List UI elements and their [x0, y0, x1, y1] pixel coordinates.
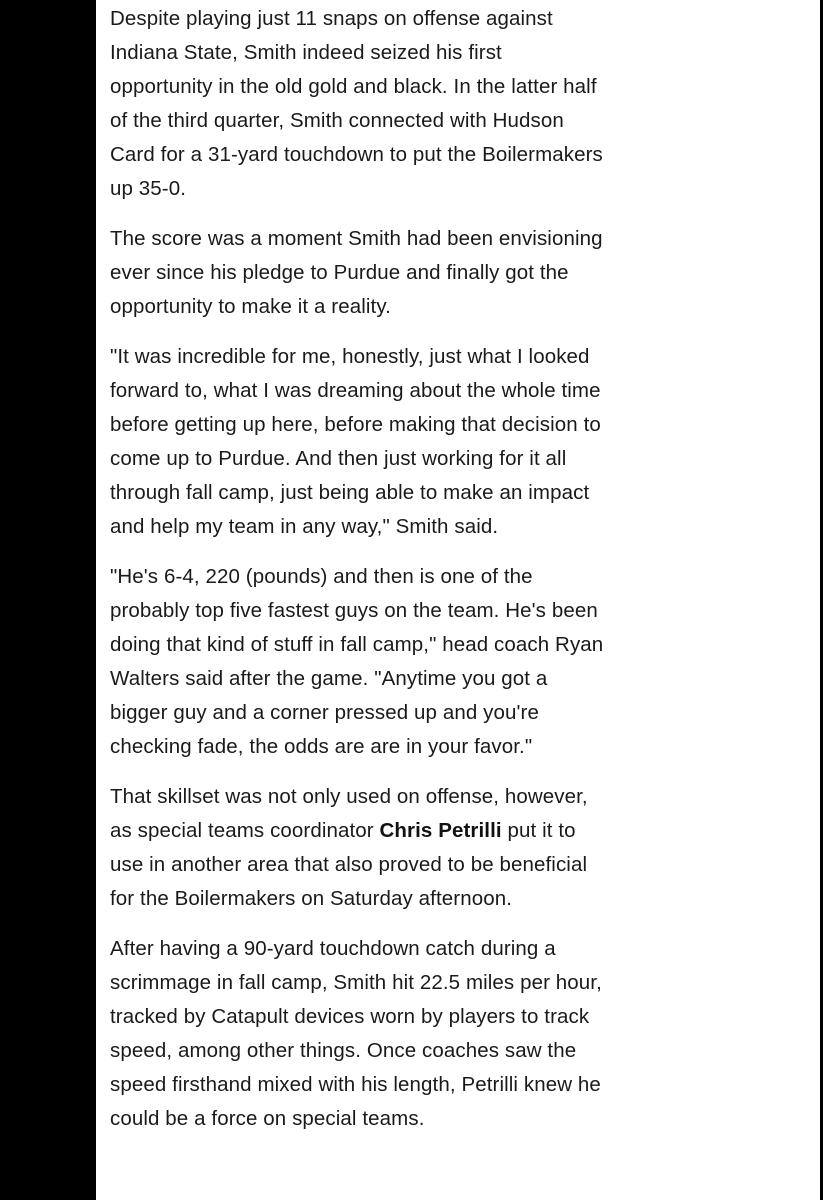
paragraph-5-text-after: put it to use in another area that also proved to be beneficial for the Boilermakers on Saturday afternoon.: [110, 819, 588, 910]
petrilli-name-bold: Chris Petrilli: [379, 819, 502, 842]
paragraph-2: The score was a moment Smith had been envisioning ever since his pledge to Purdue and finally got the opportunity to make it a reality.: [110, 227, 603, 318]
paragraph-1: Despite playing just 11 snaps on offense against Indiana State, Smith indeed seized his first opportunity in the old gold and black. In the latter half of the third quarter, Smith connected with Hudson Card for a 31-yard touchdown to put the Boilermakers up 35-0.: [110, 7, 603, 200]
paragraph-6: After having a 90-yard touchdown catch during a scrimmage in fall camp, Smith hit 22.5 miles per hour, tracked by Catapult devices worn by players to track speed, among other things. Once coaches saw the speed firsthand mixed with his length, Petrilli knew he could be a force on special teams.: [110, 937, 602, 1130]
paragraph-5: [110, 780, 608, 916]
paragraph-4-walters-quote: "He's 6-4, 220 (pounds) and then is one of the probably top five fastest guys on the team. He's been doing that kind of stuff in fall camp," head coach Ryan Walters said after the game. "Anytime you got a bigger guy and a corner pressed up and you're checking fade, the odds are are in your favor.": [110, 565, 604, 758]
article-body: [96, 0, 820, 1200]
paragraph-3-smith-quote: "It was incredible for me, honestly, just what I looked forward to, what I was dreaming about the whole time before getting up here, before making that decision to come up to Purdue. And then just working for it all through fall camp, just being able to make an impact and help my team in any way," Smith said.: [110, 345, 601, 538]
paragraph-5-text-before: That skillset was not only used on offense, however, as special teams coordinator: [110, 785, 588, 842]
